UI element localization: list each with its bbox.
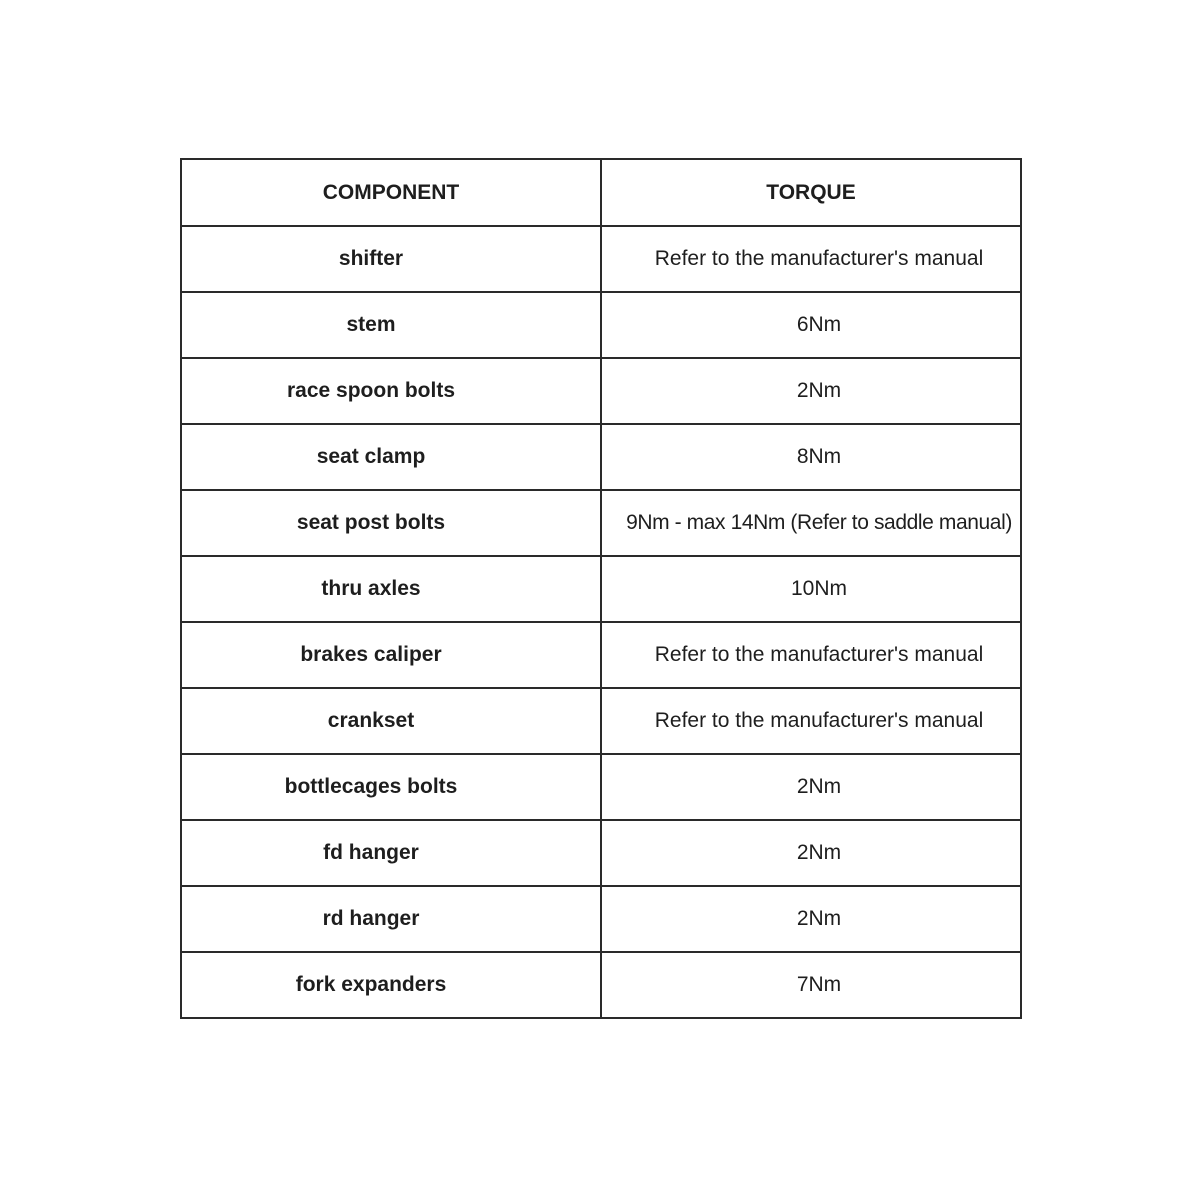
table-row bbox=[181, 622, 1021, 688]
component-cell: brakes caliper bbox=[181, 622, 601, 688]
torque-cell: 10Nm bbox=[601, 556, 1021, 622]
table-row bbox=[181, 754, 1021, 820]
component-cell: bottlecages bolts bbox=[181, 754, 601, 820]
component-cell: fd hanger bbox=[181, 820, 601, 886]
component-cell: race spoon bolts bbox=[181, 358, 601, 424]
table-row bbox=[181, 424, 1021, 490]
table-row bbox=[181, 688, 1021, 754]
torque-cell: 8Nm bbox=[601, 424, 1021, 490]
torque-cell: 2Nm bbox=[601, 886, 1021, 952]
table-header-row bbox=[181, 159, 1021, 226]
table-row bbox=[181, 358, 1021, 424]
torque-cell: Refer to the manufacturer's manual bbox=[601, 226, 1021, 292]
torque-cell: 2Nm bbox=[601, 820, 1021, 886]
component-cell: shifter bbox=[181, 226, 601, 292]
component-cell: thru axles bbox=[181, 556, 601, 622]
component-cell: seat post bolts bbox=[181, 490, 601, 556]
component-cell: seat clamp bbox=[181, 424, 601, 490]
torque-cell: Refer to the manufacturer's manual bbox=[601, 622, 1021, 688]
table-row bbox=[181, 556, 1021, 622]
column-header-torque: TORQUE bbox=[601, 159, 1021, 226]
torque-cell: Refer to the manufacturer's manual bbox=[601, 688, 1021, 754]
column-header-component: COMPONENT bbox=[181, 159, 601, 226]
table-row bbox=[181, 490, 1021, 556]
torque-cell: 9Nm - max 14Nm (Refer to saddle manual) bbox=[601, 490, 1021, 556]
torque-cell: 2Nm bbox=[601, 358, 1021, 424]
table-row bbox=[181, 886, 1021, 952]
table-row bbox=[181, 292, 1021, 358]
torque-cell: 6Nm bbox=[601, 292, 1021, 358]
torque-cell: 7Nm bbox=[601, 952, 1021, 1018]
torque-cell: 2Nm bbox=[601, 754, 1021, 820]
torque-table bbox=[180, 158, 1022, 1019]
table-row bbox=[181, 820, 1021, 886]
component-cell: rd hanger bbox=[181, 886, 601, 952]
table-row bbox=[181, 952, 1021, 1018]
component-cell: stem bbox=[181, 292, 601, 358]
component-cell: crankset bbox=[181, 688, 601, 754]
component-cell: fork expanders bbox=[181, 952, 601, 1018]
table-row bbox=[181, 226, 1021, 292]
